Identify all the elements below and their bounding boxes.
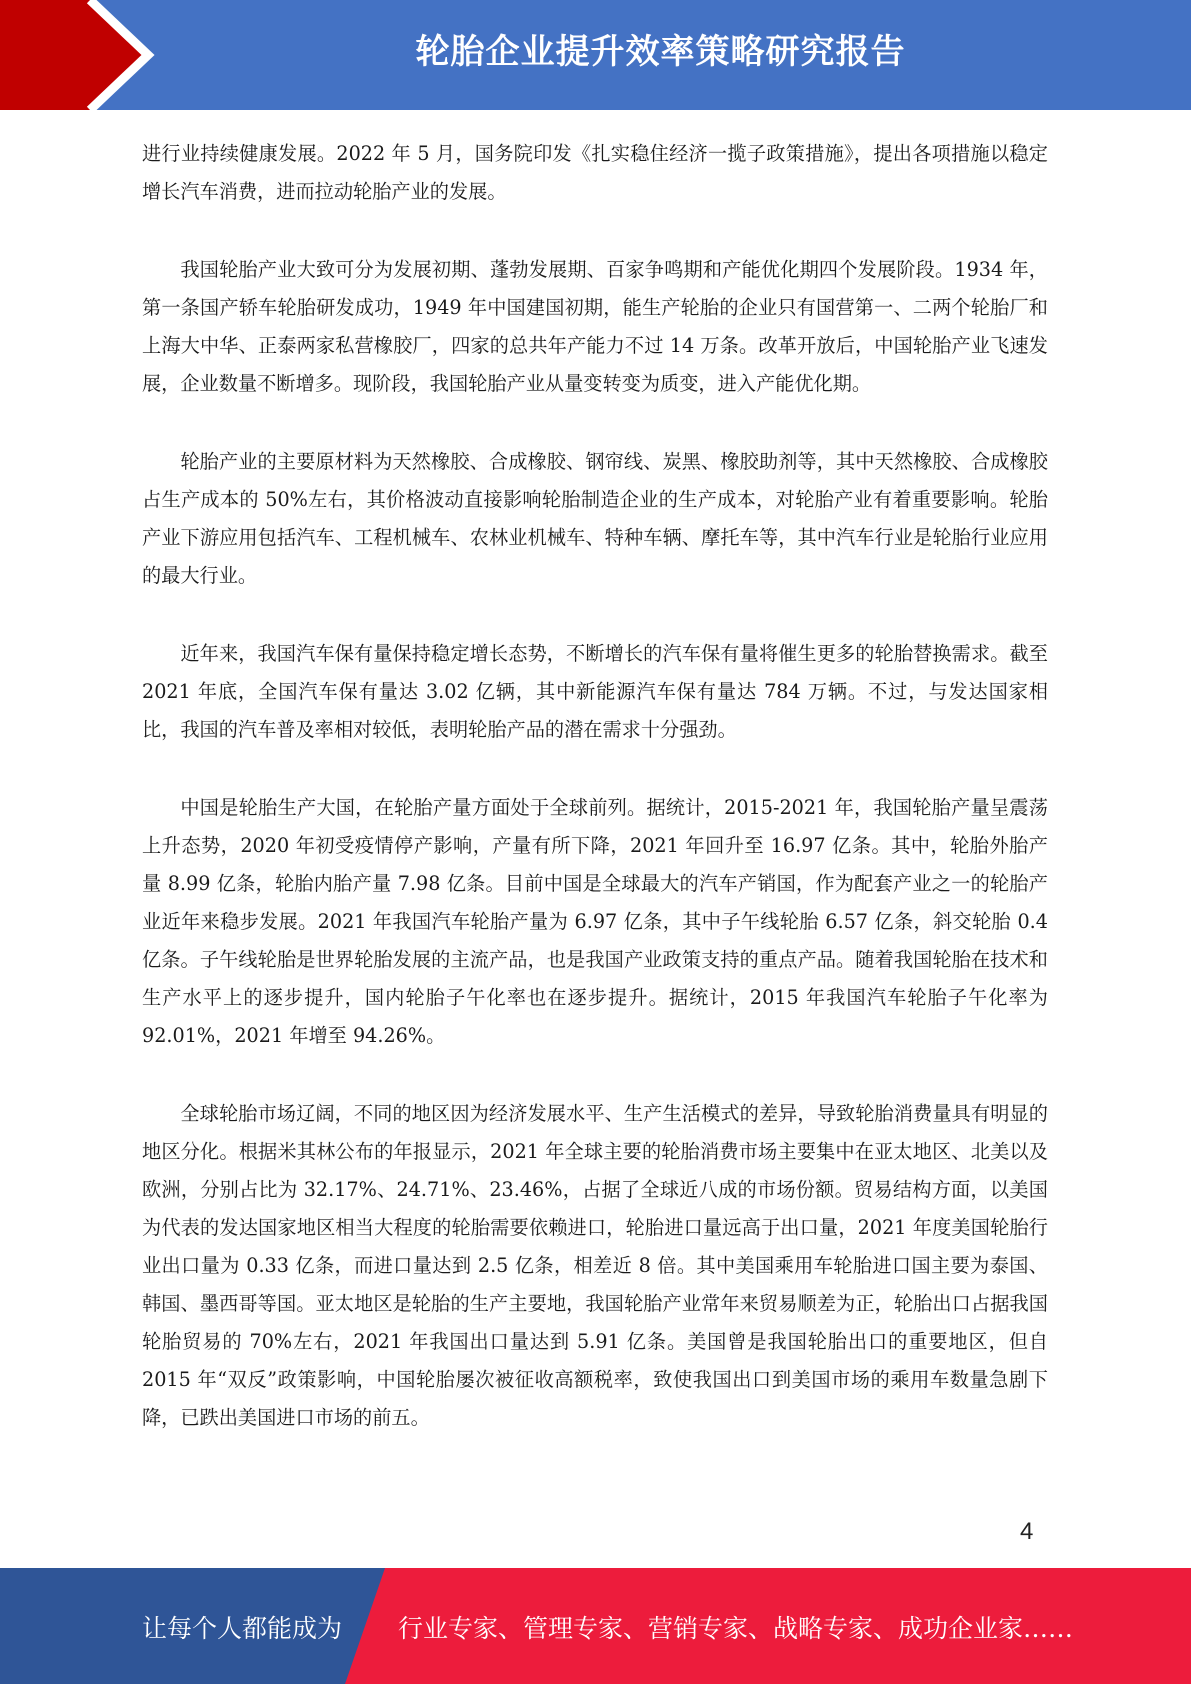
paragraph: 中国是轮胎生产大国，在轮胎产量方面处于全球前列。据统计，2015-2021 年，我国轮胎产量呈震荡上升态势，2020 年初受疫情停产影响，产量有所下降，2021 年回升至 16.97 亿条。其中，轮胎外胎产量 8.99 亿条，轮胎内胎产量 7.98 亿条。目前中国是全球最大的汽车产销国，作为配套产业之一的轮胎产业近年来稳步发展。2021 年我国汽车轮胎产量为 6.97 亿条，其中子午线轮胎 6.57 亿条，斜交轮胎 0.4 亿条。子午线轮胎是世界轮胎发展的主流产品，也是我国产业政策支持的重点产品。随着我国轮胎在技术和生产水平上的逐步提升，国内轮胎子午化率也在逐步提升。据统计，2015 年我国汽车轮胎子午化率为 92.01%，2021 年增至 94.26%。 xyxy=(142,796,1048,1047)
page-footer xyxy=(0,1568,1191,1684)
page-number: 4 xyxy=(1020,1518,1034,1545)
paragraph: 近年来，我国汽车保有量保持稳定增长态势，不断增长的汽车保有量将催生更多的轮胎替换需求。截至 2021 年底，全国汽车保有量达 3.02 亿辆，其中新能源汽车保有量达 784 万辆。不过，与发达国家相比，我国的汽车普及率相对较低，表明轮胎产品的潜在需求十分强劲。 xyxy=(142,642,1048,741)
paragraph: 轮胎产业的主要原材料为天然橡胶、合成橡胶、钢帘线、炭黑、橡胶助剂等，其中天然橡胶、合成橡胶占生产成本的 50%左右，其价格波动直接影响轮胎制造企业的生产成本，对轮胎产业有着重要影响。轮胎产业下游应用包括汽车、工程机械车、农林业机械车、特种车辆、摩托车等，其中汽车行业是轮胎行业应用的最大行业。 xyxy=(142,450,1048,587)
report-title: 轮胎企业提升效率策略研究报告 xyxy=(415,32,906,72)
paragraph: 全球轮胎市场辽阔，不同的地区因为经济发展水平、生产生活模式的差异，导致轮胎消费量具有明显的地区分化。根据米其林公布的年报显示，2021 年全球主要的轮胎消费市场主要集中在亚太地区、北美以及欧洲，分别占比为 32.17%、24.71%、23.46%，占据了全球近八成的市场份额。贸易结构方面，以美国为代表的发达国家地区相当大程度的轮胎需要依赖进口，轮胎进口量远高于出口量，2021 年度美国轮胎行业出口量为 0.33 亿条，而进口量达到 2.5 亿条，相差近 8 倍。其中美国乘用车轮胎进口国主要为泰国、韩国、墨西哥等国。亚太地区是轮胎的生产主要地，我国轮胎产业常年来贸易顺差为正，轮胎出口占据我国轮胎贸易的 70%左右，2021 年我国出口量达到 5.91 亿条。美国曾是我国轮胎出口的重要地区，但自 2015 年“双反”政策影响，中国轮胎屡次被征收高额税率，致使我国出口到美国市场的乘用车数量急剧下降，已跌出美国进口市场的前五。 xyxy=(142,1102,1048,1429)
header-arrow-decoration xyxy=(0,0,170,110)
body-text xyxy=(142,135,1048,1437)
footer-slogan-right: 行业专家、管理专家、营销专家、战略专家、成功企业家…… xyxy=(398,1614,1074,1643)
paragraph: 进行业持续健康发展。2022 年 5 月，国务院印发《扎实稳住经济一揽子政策措施》，提出各项措施以稳定增长汽车消费，进而拉动轮胎产业的发展。 xyxy=(142,142,1048,203)
page-header xyxy=(0,0,1191,110)
footer-slogan-left: 让每个人都能成为 xyxy=(142,1614,343,1643)
paragraph: 我国轮胎产业大致可分为发展初期、蓬勃发展期、百家争鸣期和产能优化期四个发展阶段。1934 年，第一条国产轿车轮胎研发成功，1949 年中国建国初期，能生产轮胎的企业只有国营第一、二两个轮胎厂和上海大中华、正泰两家私营橡胶厂，四家的总共年产能力不过 14 万条。改革开放后，中国轮胎产业飞速发展，企业数量不断增多。现阶段，我国轮胎产业从量变转变为质变，进入产能优化期。 xyxy=(142,258,1048,395)
